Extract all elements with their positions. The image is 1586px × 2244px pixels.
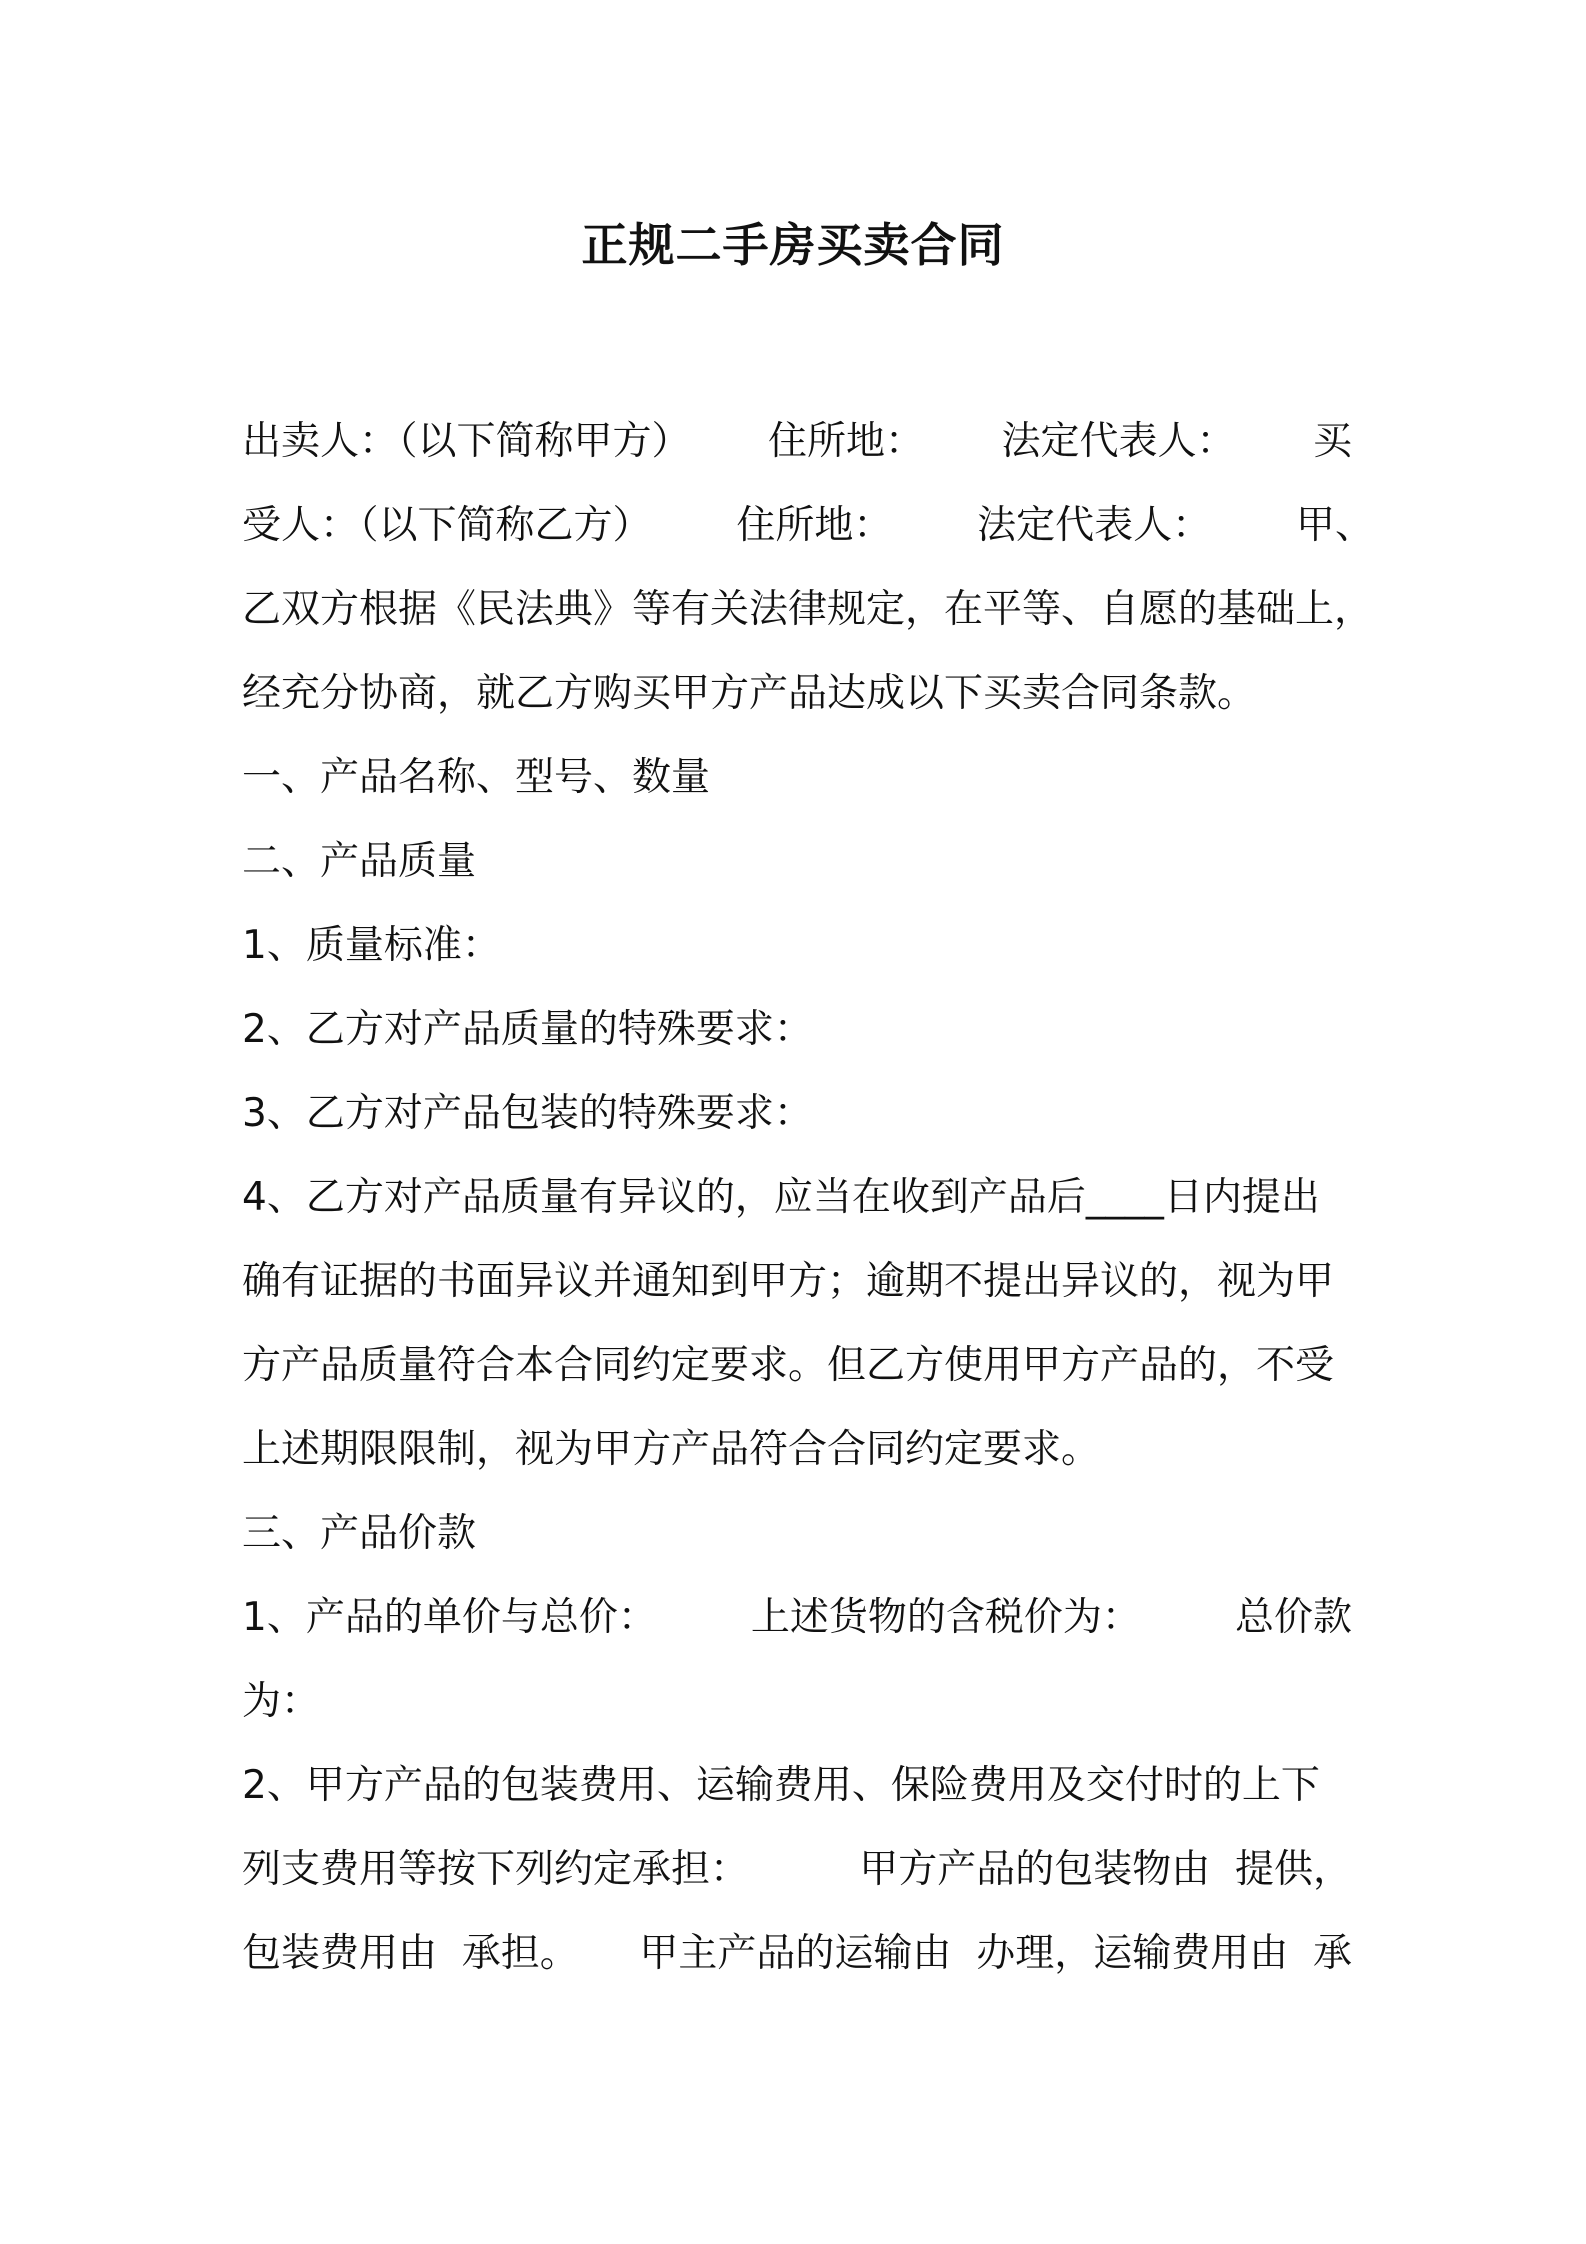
packaging-cost-text: 包装费用由 承担。 — [242, 1931, 579, 1976]
packaging-provider-text: 甲方产品的包装物由 提供， — [859, 1847, 1352, 1892]
section-heading-product-price: 三、产品价款 — [242, 1511, 477, 1556]
clause-fees — [242, 1840, 1352, 1900]
total-price-label: 总价款 — [1234, 1595, 1352, 1640]
buyer-line-tail: 甲、 — [1295, 503, 1374, 548]
transport-text: 甲主产品的运输由 办理，运输费用由 承 — [639, 1931, 1352, 1976]
seller-label: 出卖人：（以下简称甲方） — [242, 419, 691, 464]
section-heading-product-name: 一、产品名称、型号、数量 — [242, 755, 711, 800]
buyer-representative-label: 法定代表人： — [977, 503, 1212, 548]
buyer-address-label: 住所地： — [736, 503, 893, 548]
clause-quality-objection: 确有证据的书面异议并通知到甲方；逾期不提出异议的，视为甲 — [242, 1259, 1335, 1304]
intro-line: 经充分协商，就乙方购买甲方产品达成以下买卖合同条款。 — [242, 671, 1257, 716]
clause-quality-objection: 方产品质量符合本合同约定要求。但乙方使用甲方产品的，不受 — [242, 1343, 1335, 1388]
clause-unit-and-total-price — [242, 1588, 1352, 1648]
section-heading-product-quality: 二、产品质量 — [242, 839, 477, 884]
clause-packaging-requirements: 3、乙方对产品包装的特殊要求： — [242, 1091, 813, 1136]
clause-quality-requirements: 2、乙方对产品质量的特殊要求： — [242, 1007, 813, 1052]
seller-representative-label: 法定代表人： — [1001, 419, 1236, 464]
document-title: 正规二手房买卖合同 — [581, 218, 1005, 272]
seller-line-tail: 买 — [1312, 419, 1352, 464]
party-line-buyer — [242, 496, 1374, 556]
tax-inclusive-price-label: 上述货物的含税价为： — [750, 1595, 1141, 1640]
clause-quality-objection: 上述期限限制，视为甲方产品符合合同约定要求。 — [242, 1427, 1101, 1472]
fees-allocation-text: 列支费用等按下列约定承担： — [242, 1847, 750, 1892]
party-line-seller — [242, 412, 1352, 472]
intro-line: 乙双方根据《民法典》等有关法律规定，在平等、自愿的基础上， — [242, 587, 1374, 632]
clause-quality-objection: 4、乙方对产品质量有异议的，应当在收到产品后____日内提出 — [242, 1175, 1320, 1220]
clause-fees: 2、甲方产品的包装费用、运输费用、保险费用及交付时的上下 — [242, 1763, 1320, 1808]
clause-quality-standard: 1、质量标准： — [242, 923, 501, 968]
unit-total-price-label: 1、产品的单价与总价： — [242, 1595, 657, 1640]
clause-unit-and-total-price: 为： — [242, 1679, 321, 1724]
clause-fees — [242, 1924, 1352, 1984]
seller-address-label: 住所地： — [767, 419, 924, 464]
buyer-label: 受人：（以下简称乙方） — [242, 503, 652, 548]
